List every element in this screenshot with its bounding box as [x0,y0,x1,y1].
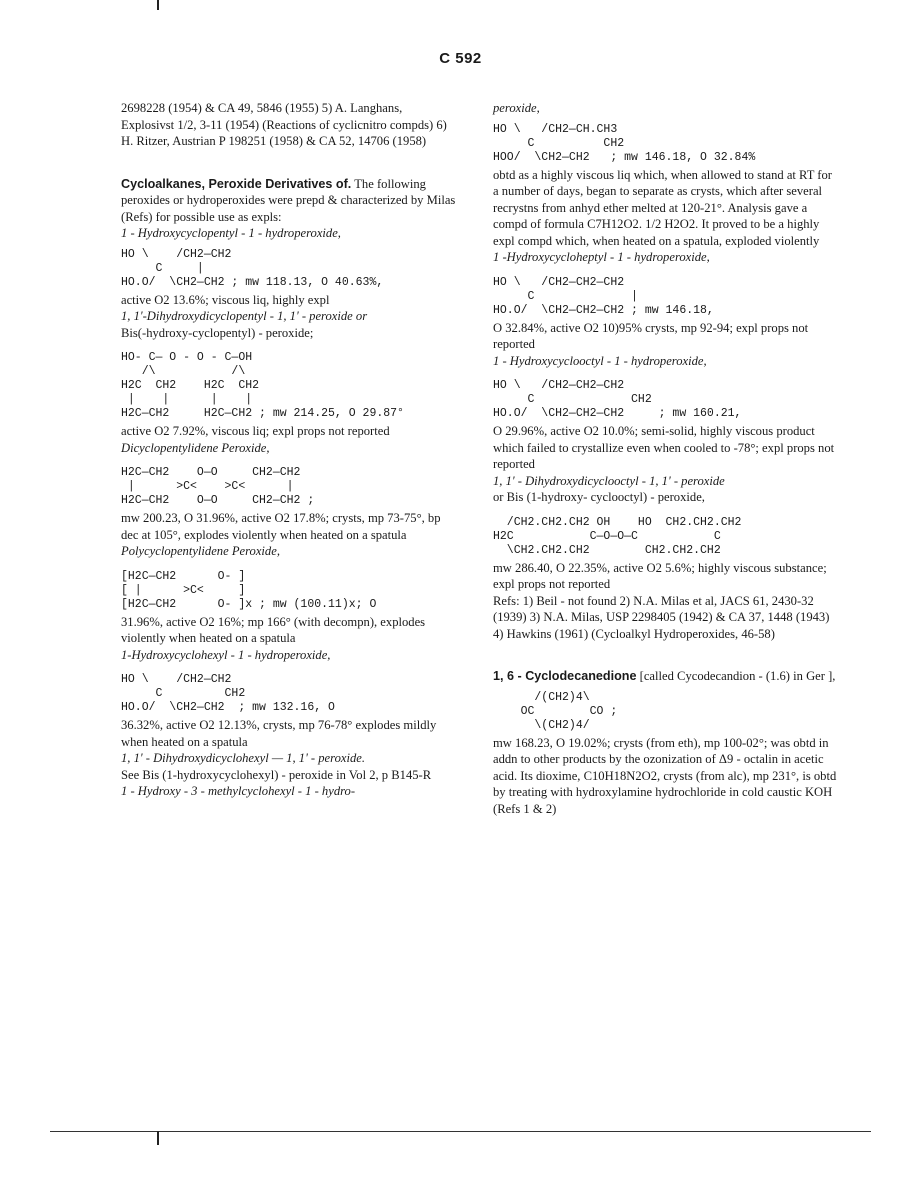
references: Refs: 1) Beil - not found 2) N.A. Milas et al, JACS 61, 2430-32 (1939) 3) N.A. Milas, USP 2298405 (1942) & CA 37, 1448 (1943) 4) Hawkins (1961) (Cycloalkyl Hydroperoxides, 46-58) [493,593,830,641]
compound-name: 1, 1' - Dihydroxydicyclohexyl — 1, 1' - peroxide. [121,751,365,765]
compound-name-continuation: peroxide, [493,101,540,115]
structural-formula: HO \ /CH2—CH2 C | HO.O/ \CH2—CH2 ; mw 118.13, O 40.63%, [121,247,384,289]
page-edge-mark-top [157,0,159,10]
structural-formula: H2C—CH2 O—O CH2—CH2 | >C< >C< | H2C—CH2 O—O CH2—CH2 ; [121,466,315,507]
left-column [121,100,456,800]
page-number: C 592 [439,50,482,67]
entry-heading: Cycloalkanes, Peroxide Derivatives of. [121,176,352,191]
compound-name: 1 - Hydroxycyclopentyl - 1 - hydroperoxide, [121,226,341,240]
reference-continuation: 2698228 (1954) & CA 49, 5846 (1955) 5) A. Langhans, Explosivst 1/2, 3-11 (1954) (Reactions of cyclicnitro compds) 6) H. Ritzer, Austrian P 198251 (1958) & CA 52, 14706 (1958) [121,101,447,148]
structural-formula: HO \ /CH2—CH2 C CH2 HO.O/ \CH2—CH2 ; mw 132.16, O [121,673,335,714]
structural-formula: HO- C— O - O - C—OH /\ /\ H2C CH2 H2C CH2 | | | | H2C—CH2 H2C—CH2 ; mw 214.25, O 29.87° [121,351,404,420]
compound-properties: active O2 13.6%; viscous liq, highly expl [121,292,330,307]
bottom-rule [50,1131,871,1132]
structural-formula: [H2C—CH2 O- ] [ | >C< ] [H2C—CH2 O- ]x ; mw (100.11)x; O [121,569,377,611]
entry-cycloalkanes [121,176,456,226]
entry-cyclodecanedione [493,668,838,685]
compound-name: Dicyclopentylidene Peroxide, [121,440,270,455]
compound-properties: mw 286.40, O 22.35%, active O2 5.6%; highly viscous substance; expl props not reported [493,560,827,591]
compound-name: 1 -Hydroxycycloheptyl - 1 - hydroperoxide, [493,250,710,264]
compound-properties: O 32.84%, active O2 10)95% crysts, mp 92-94; expl props not reported [493,320,809,351]
right-column [493,100,838,817]
compound-properties: obtd as a highly viscous liq which, when allowed to stand at RT for a number of days, began to separate as crysts, which after several recrystns from anhyd ether melted at 120-21°. Analysis gave a compd of formula C7H12O2. 1/2 H2O2. It proved to be a highly expl compd which, when heated on a spatula, exploded violently [493,167,832,248]
compound-name: 1, 1' - Dihydroxydicyclooctyl - 1, 1' - peroxide [493,473,725,488]
compound-properties: active O2 7.92%, viscous liq; expl props not reported [121,424,390,438]
compound-properties: 31.96%, active O2 16%; mp 166° (with decompn), explodes violently when heated on a spatula [121,614,426,645]
entry-heading: 1, 6 - Cyclodecanedione [493,669,637,683]
compound-properties: mw 200.23, O 31.96%, active O2 17.8%; crysts, mp 73-75°, bp dec at 105°, explodes violently when heated on a spatula [121,511,441,542]
cross-reference: See Bis (1-hydroxycyclohexyl) - peroxide in Vol 2, p B145-R [121,767,432,782]
structural-formula: HO \ /CH2—CH2—CH2 C CH2 HO.O/ \CH2—CH2—CH2 ; mw 160.21, [493,379,742,420]
structural-formula: /(CH2)4\ OC CO ; \(CH2)4/ [520,690,618,732]
compound-name: Polycyclopentylidene Peroxide, [121,544,280,558]
compound-name: 1 - Hydroxy - 3 - methylcyclohexyl - 1 - hydro- [121,784,356,798]
entry-heading-note: [called Cycodecandion - (1.6) in Ger ], [636,669,836,683]
structural-formula: HO \ /CH2—CH2—CH2 C | HO.O/ \CH2—CH2—CH2 ; mw 146.18, [493,275,714,317]
compound-name: 1, 1'-Dihydroxydicyclopentyl - 1, 1' - peroxide or [121,309,368,323]
compound-properties: mw 168.23, O 19.02%; crysts (from eth), mp 100-02°; was obtd in addn to other products by the ozonization of Δ9 - octalin in acetic acid. Its dioxime, C10H18N2O2, crysts (from alc), mp 231°, is obtd by treating with hydroxylamine hydrochloride in cold caustic KOH (Refs 1 & 2) [493,735,837,816]
structural-formula: HO \ /CH2—CH.CH3 C CH2 HOO/ \CH2—CH2 ; mw 146.18, O 32.84% [493,122,756,164]
compound-name-alt: or Bis (1-hydroxy- cyclooctyl) - peroxide, [493,490,705,504]
compound-name: 1-Hydroxycyclohexyl - 1 - hydroperoxide, [121,647,331,662]
compound-properties: O 29.96%, active O2 10.0%; semi-solid, highly viscous product which failed to crystallize even when cooled to -78°; expl props not reported [493,424,835,471]
page-edge-mark-bottom [157,1131,159,1145]
compound-name: 1 - Hydroxycyclooctyl - 1 - hydroperoxide, [493,353,707,368]
entry-intro: The following peroxides or hydroperoxides were prepd & characterized by Milas (Refs) for possible use as expls: [121,176,456,224]
structural-formula: /CH2.CH2.CH2 OH HO CH2.CH2.CH2 H2C C—O—O—C C \CH2.CH2.CH2 CH2.CH2.CH2 [493,515,742,557]
compound-name-alt: Bis(-hydroxy-cyclopentyl) - peroxide; [121,325,314,340]
compound-properties: 36.32%, active O2 12.13%, crysts, mp 76-78° explodes mildly when heated on a spatula [121,718,437,749]
